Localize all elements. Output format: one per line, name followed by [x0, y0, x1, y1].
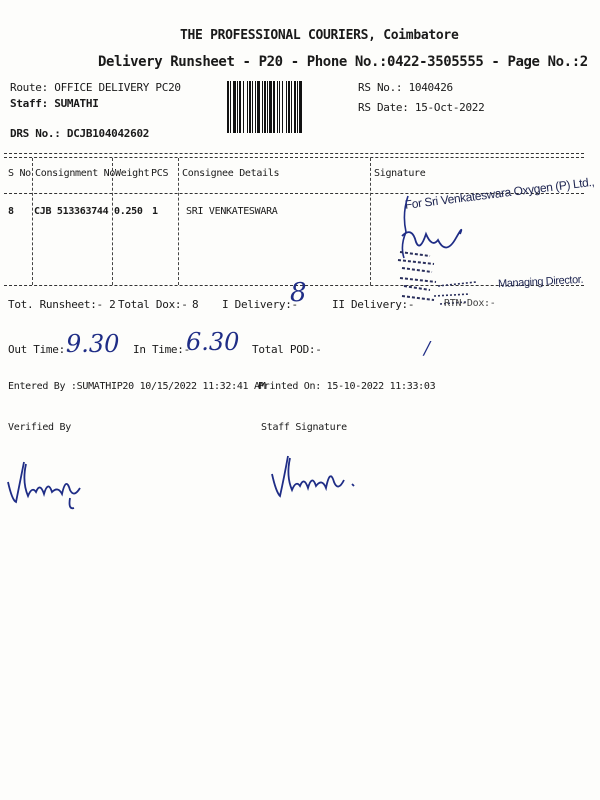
- barcode-bar: [262, 81, 263, 133]
- total-dox-label: Total Dox:-: [118, 298, 188, 311]
- barcode-bar: [264, 81, 266, 133]
- header-consignee: Consignee Details: [182, 168, 280, 179]
- cell-sno: 8: [8, 206, 14, 217]
- barcode-bar: [267, 81, 268, 133]
- barcode-bar: [282, 81, 283, 133]
- barcode-bar: [239, 81, 241, 133]
- cell-consignee: SRI VENKATESWARA: [186, 206, 278, 217]
- signature-stroke: [402, 196, 408, 258]
- staff-signature-label: Staff Signature: [261, 422, 347, 433]
- barcode-bar: [255, 81, 256, 133]
- header-signature: Signature: [374, 168, 426, 179]
- barcode-bar: [279, 81, 280, 133]
- verified-by-label: Verified By: [8, 422, 71, 433]
- first-delivery-label: I Delivery:-: [222, 298, 298, 311]
- staff-signature-graphic: [266, 448, 376, 518]
- table-top-rule: [4, 153, 584, 154]
- in-time-label: In Time:-: [133, 343, 190, 356]
- barcode-bar: [257, 81, 260, 133]
- header-consignment: Consignment No: [35, 168, 116, 179]
- barcode-bar: [273, 81, 275, 133]
- barcode-bar: [233, 81, 236, 133]
- stamp-signature-graphic: [390, 186, 590, 316]
- signature-stroke: [402, 230, 461, 248]
- out-time-handwritten: 9.30: [66, 330, 120, 358]
- barcode-bar: [291, 81, 292, 133]
- header-weight: Weight: [115, 168, 150, 179]
- out-time-label: Out Time:-: [8, 343, 72, 356]
- verified-by-signature: [4, 452, 104, 522]
- barcode-bar: [297, 81, 298, 133]
- barcode-bar: [237, 81, 238, 133]
- col-divider: [32, 158, 33, 285]
- pen-mark: /: [424, 338, 431, 359]
- barcode-bar: [243, 81, 244, 133]
- cell-weight: 0.250: [114, 206, 143, 217]
- barcode-bar: [230, 81, 231, 133]
- in-time-handwritten: 6.30: [186, 328, 240, 356]
- total-dox-value: 8: [192, 298, 199, 311]
- second-delivery-label: II Delivery:-: [332, 298, 415, 311]
- barcode-bar: [249, 81, 251, 133]
- staff-label: Staff: SUMATHI: [10, 97, 99, 110]
- barcode-graphic: [227, 81, 345, 133]
- rtn-dox-label: RTN-Dox:-: [444, 298, 496, 309]
- table-top-rule-2: [4, 157, 584, 158]
- total-pod-label: Total POD:-: [252, 343, 322, 356]
- cell-consignment: CJB 513363744: [34, 206, 109, 217]
- rs-number: RS No.: 1040426: [358, 81, 453, 94]
- first-delivery-handwritten: 8: [290, 278, 307, 308]
- company-title: THE PROFESSIONAL COURIERS, Coimbatore: [180, 28, 459, 43]
- route-label: Route: OFFICE DELIVERY PC20: [10, 81, 181, 94]
- col-divider: [370, 158, 371, 285]
- barcode-bar: [247, 81, 248, 133]
- barcode: [227, 81, 345, 133]
- barcode-bar: [299, 81, 302, 133]
- barcode-bar: [277, 81, 278, 133]
- cell-pcs: 1: [152, 206, 158, 217]
- barcode-bar: [252, 81, 253, 133]
- barcode-bar: [286, 81, 287, 133]
- stamp-ink-smudge: [398, 252, 436, 300]
- barcode-bar: [269, 81, 272, 133]
- total-runsheet: Tot. Runsheet:- 2: [8, 298, 116, 311]
- col-divider: [178, 158, 179, 285]
- barcode-bar: [288, 81, 290, 133]
- rs-date: RS Date: 15-Oct-2022: [358, 101, 485, 114]
- drs-number: DRS No.: DCJB104042602: [10, 127, 150, 140]
- barcode-bar: [227, 81, 229, 133]
- barcode-bar: [294, 81, 296, 133]
- header-sno: S No: [8, 168, 31, 179]
- runsheet-subtitle: Delivery Runsheet - P20 - Phone No.:0422-3505555 - Page No.:2: [98, 54, 588, 70]
- printed-on: Printed On: 15-10-2022 11:33:03: [258, 381, 436, 392]
- stamp-designation: Managing Director.: [497, 273, 584, 291]
- header-pcs: PCS: [151, 168, 169, 179]
- entered-by: Entered By :SUMATHIP20 10/15/2022 11:32:41 AM: [8, 381, 266, 392]
- company-stamp: For Sri Venkateswara Oxygen (P) Ltd.,: [404, 174, 595, 212]
